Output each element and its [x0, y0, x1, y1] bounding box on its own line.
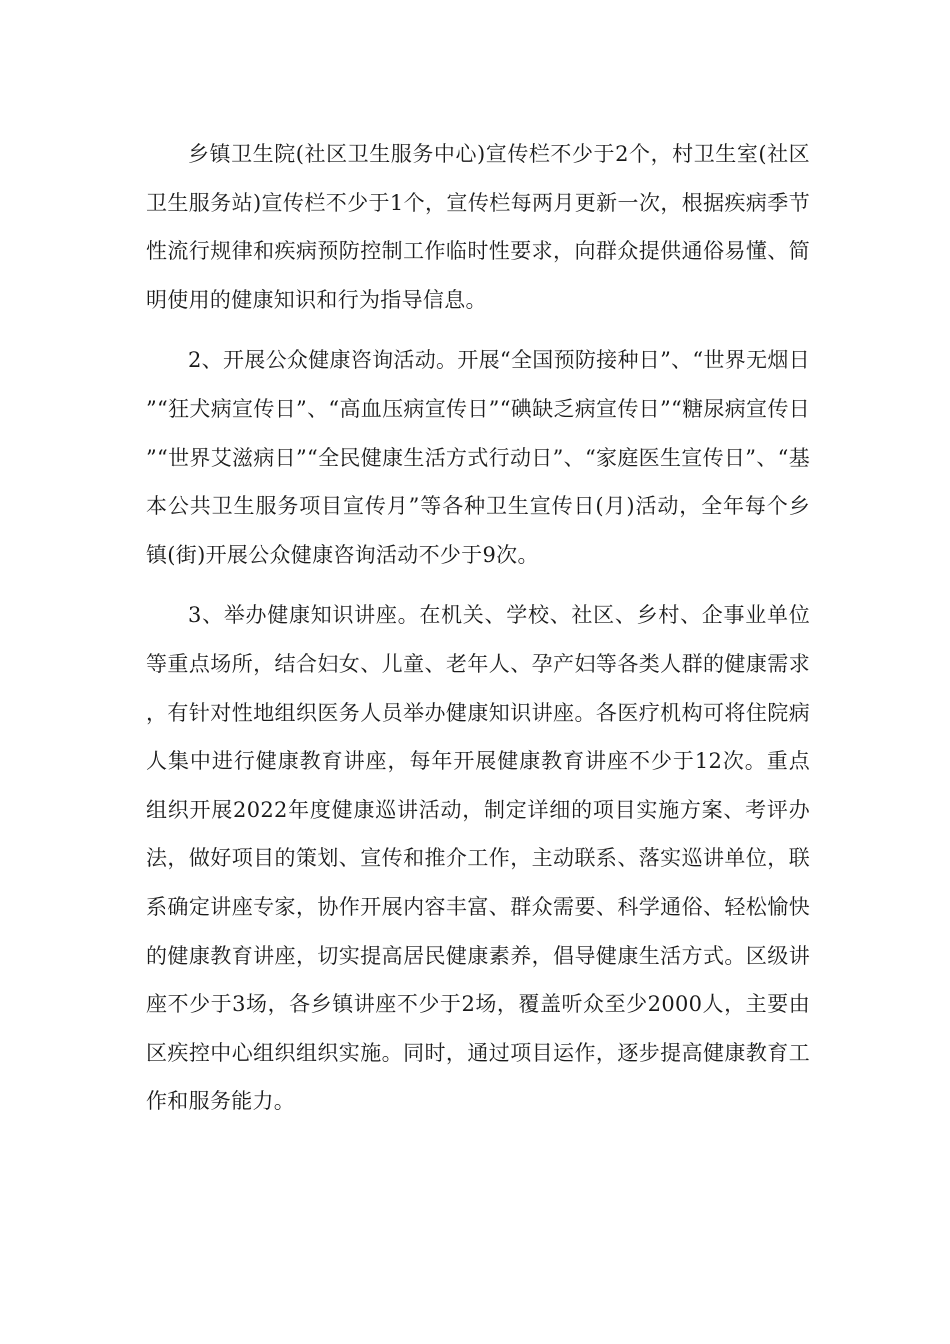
paragraph-health-lectures: 3、举办健康知识讲座。在机关、学校、社区、乡村、企事业单位等重点场所，结合妇女、儿童、老年人、孕产妇等各类人群的健康需求，有针对性地组织医务人员举办健康知识讲座。各医疗机构可将住院病人集中进行健康教育讲座，每年开展健康教育讲座不少于12次。重点组织开展2022年度健康巡讲活动，制定详细的项目实施方案、考评办法，做好项目的策划、宣传和推介工作，主动联系、落实巡讲单位，联系确定讲座专家，协作开展内容丰富、群众需要、科学通俗、轻松愉快的健康教育讲座，切实提高居民健康素养，倡导健康生活方式。区级讲座不少于3场，各乡镇讲座不少于2场，覆盖听众至少2000人，主要由区疾控中心组织组织实施。同时，通过项目运作，逐步提高健康教育工作和服务能力。	[146, 603, 810, 1114]
paragraph-publicity-board: 乡镇卫生院(社区卫生服务中心)宣传栏不少于2个，村卫生室(社区卫生服务站)宣传栏不少于1个，宣传栏每两月更新一次，根据疾病季节性流行规律和疾病预防控制工作临时性要求，向群众提供通俗易懂、简明使用的健康知识和行为指导信息。	[146, 142, 810, 312]
document-body	[146, 130, 810, 1138]
paragraph-health-consultation: 2、开展公众健康咨询活动。开展“全国预防接种日”、“世界无烟日”“狂犬病宣传日”、“高血压病宣传日”“碘缺乏病宣传日”“糖尿病宣传日”“世界艾滋病日”“全民健康生活方式行动日”、“家庭医生宣传日”、“基本公共卫生服务项目宣传月”等各种卫生宣传日(月)活动，全年每个乡镇(街)开展公众健康咨询活动不少于9次。	[146, 348, 810, 567]
